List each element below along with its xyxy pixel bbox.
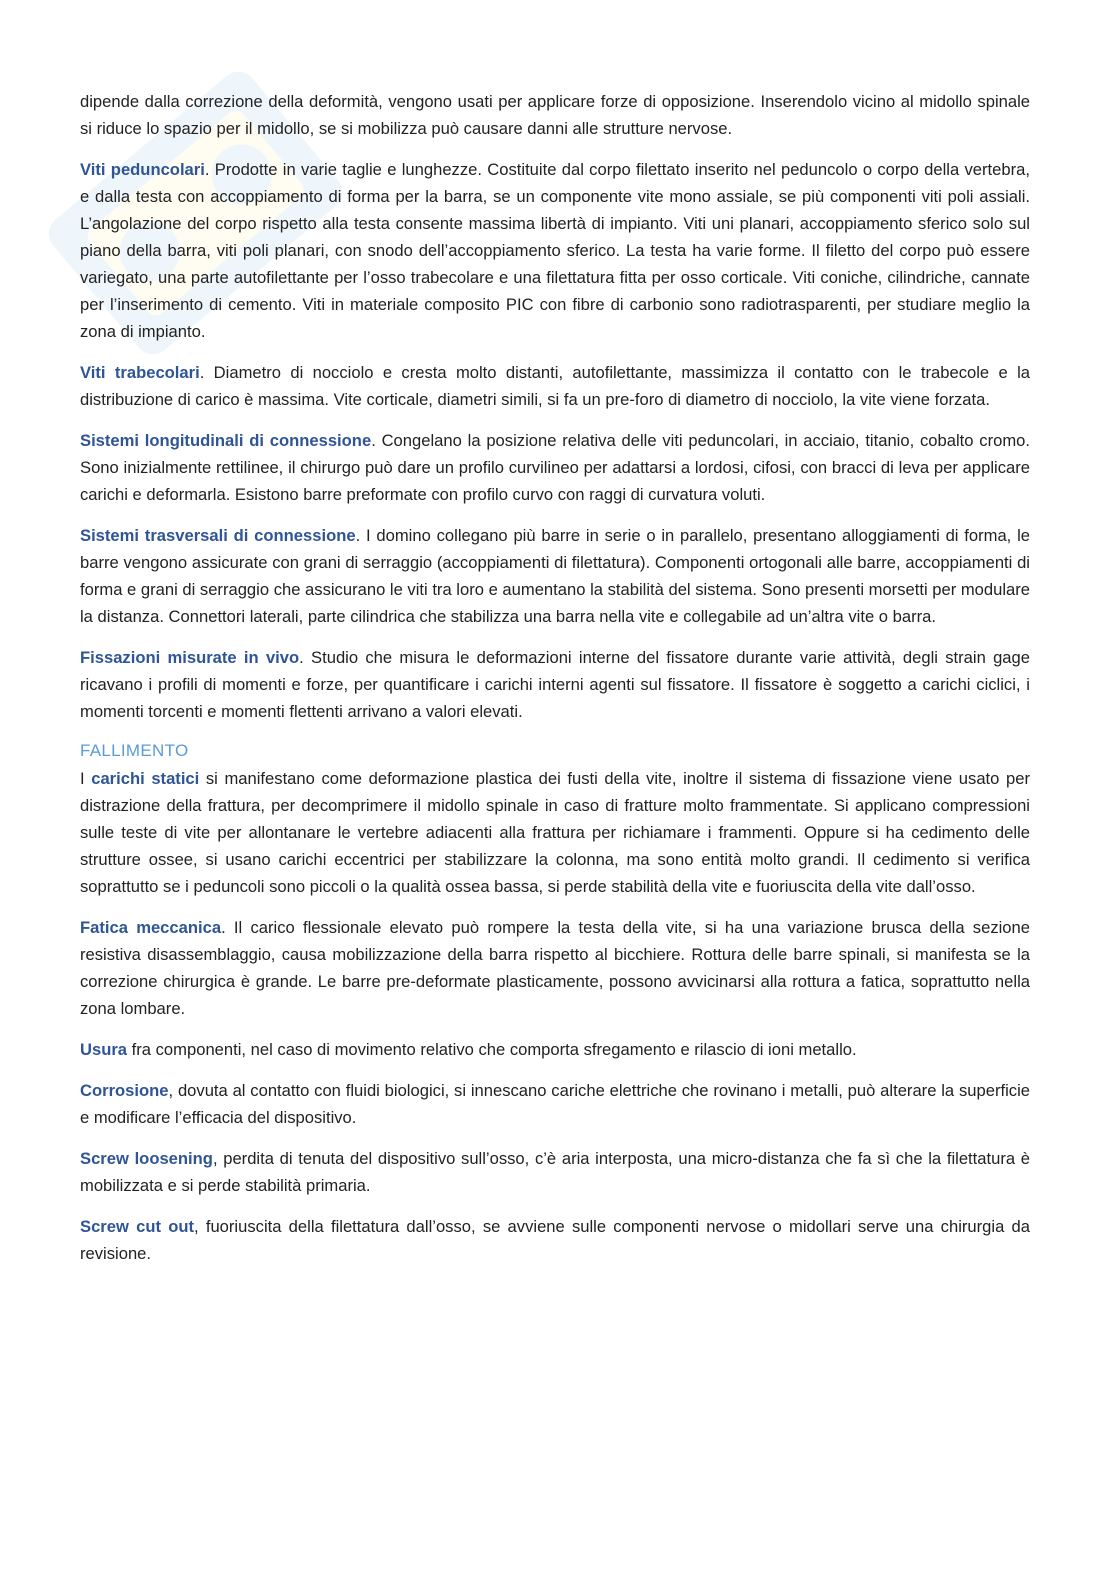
failure-carichi-statici xyxy=(80,765,1030,900)
term-corrosione: Corrosione xyxy=(80,1081,169,1100)
failure-text: . Il carico flessionale elevato può rompere la testa della vite, si ha una variazione brusca della sezione resistiva disassemblaggio, causa mobilizzazione della barra rispetto al bicchiere. Rottura delle barre spinali, si manifesta se la correzione chirurgica è grande. Le barre pre-deformate plasticamente, possono avvicinarsi alla rottura a fatica, soprattutto nella zona lombare. xyxy=(80,918,1030,1018)
section-sistemi-longitudinali xyxy=(80,427,1030,508)
section-fissazioni-in-vivo xyxy=(80,644,1030,725)
section-text: . Congelano la posizione relativa delle viti peduncolari, in acciaio, titanio, cobalto cromo. Sono inizialmente rettilinee, il chirurgo può dare un profilo curvilineo per adattarsi a lordosi, cifosi, con bracci di leva per applicare carichi e deformarla. Esistono barre preformate con profilo curvo con raggi di curvatura voluti. xyxy=(80,431,1030,504)
failure-usura xyxy=(80,1036,1030,1063)
failure-corrosione xyxy=(80,1077,1030,1131)
failure-text: , dovuta al contatto con fluidi biologici, si innescano cariche elettriche che rovinano i metalli, può alterare la superficie e modificare l’efficacia del dispositivo. xyxy=(80,1081,1030,1127)
section-sistemi-trasversali xyxy=(80,522,1030,630)
section-text: . Diametro di nocciolo e cresta molto distanti, autofilettante, massimizza il contatto con le trabecole e la distribuzione di carico è massima. Vite corticale, diametri simili, si fa un pre-foro di diametro di nocciolo, la vite viene forzata. xyxy=(80,363,1030,409)
term-screw-cut-out: Screw cut out xyxy=(80,1217,195,1236)
term-sistemi-trasversali: Sistemi trasversali di connessione xyxy=(80,526,356,545)
failure-screw-loosening xyxy=(80,1145,1030,1199)
term-fissazioni-in-vivo: Fissazioni misurate in vivo xyxy=(80,648,300,667)
failure-text: , fuoriuscita della filettatura dall’osso, se avviene sulle componenti nervose o midollari serve una chirurgia da revisione. xyxy=(80,1217,1030,1263)
document-page xyxy=(80,88,1030,1281)
section-text: . Prodotte in varie taglie e lunghezze. Costituite dal corpo filettato inserito nel peduncolo o corpo della vertebra, e dalla testa con accoppiamento di forma per la barra, se un componente vite mono assiale, se più componenti viti poli assiali. L’angolazione del corpo rispetto alla testa consente massima libertà di impianto. Viti uni planari, accoppiamento sferico solo sul piano della barra, viti poli planari, con snodo dell’accoppiamento sferico. La testa ha varie forme. Il filetto del corpo può essere variegato, una parte autofilettante per l’osso trabecolare e una filettatura fitta per osso corticale. Viti coniche, cilindriche, cannate per l’inserimento di cemento. Viti in materiale composito PIC con fibre di carbonio sono radiotrasparenti, per studiare meglio la zona di impianto. xyxy=(80,160,1030,341)
intro-paragraph xyxy=(80,88,1030,142)
intro-text: dipende dalla correzione della deformità, vengono usati per applicare forze di opposizione. Inserendolo vicino al midollo spinale si riduce lo spazio per il midollo, se si mobilizza può causare danni alle strutture nervose. xyxy=(80,92,1030,138)
failure-text: fra componenti, nel caso di movimento relativo che comporta sfregamento e rilascio di ioni metallo. xyxy=(127,1040,857,1059)
term-viti-peduncolari: Viti peduncolari xyxy=(80,160,205,179)
term-usura: Usura xyxy=(80,1040,128,1059)
term-sistemi-longitudinali: Sistemi longitudinali di connessione xyxy=(80,431,372,450)
term-viti-trabecolari: Viti trabecolari xyxy=(80,363,200,382)
failure-text: , perdita di tenuta del dispositivo sull’osso, c’è aria interposta, una micro-distanza che fa sì che la filettatura è mobilizzata e si perde stabilità primaria. xyxy=(80,1149,1030,1195)
term-carichi-statici: carichi statici xyxy=(91,769,200,788)
heading-fallimento: FALLIMENTO xyxy=(80,741,189,760)
section-viti-trabecolari xyxy=(80,359,1030,413)
failure-text: si manifestano come deformazione plastica dei fusti della vite, inoltre il sistema di fissazione viene usato per distrazione della frattura, per decomprimere il midollo spinale in caso di fratture molto frammentate. Si applicano compressioni sulle teste di vite per allontanare le vertebre adiacenti alla frattura per richiamare i frammenti. Oppure si ha cedimento delle strutture ossee, si usano carichi eccentrici per stabilizzare la colonna, ma sono entità molto grandi. Il cedimento si verifica soprattutto se i peduncoli sono piccoli o la qualità ossea bassa, si perde stabilità della vite e fuoriuscita della vite dall’osso. xyxy=(80,769,1030,896)
section-viti-peduncolari xyxy=(80,156,1030,345)
term-fatica-meccanica: Fatica meccanica xyxy=(80,918,222,937)
term-screw-loosening: Screw loosening xyxy=(80,1149,213,1168)
section-text: . I domino collegano più barre in serie o in parallelo, presentano alloggiamenti di forma, le barre vengono assicurate con grani di serraggio (accoppiamenti di filettatura). Componenti ortogonali alle barre, accoppiamenti di forma e grani di serraggio che assicurano le viti tra loro e aumentano la stabilità del sistema. Sono presenti morsetti per modulare la distanza. Connettori laterali, parte cilindrica che stabilizza una barra nella vite e collegabile ad un’altra vite o barra. xyxy=(80,526,1031,626)
failure-fatica-meccanica xyxy=(80,914,1030,1022)
section-text: . Studio che misura le deformazioni interne del fissatore durante varie attività, degli strain gage ricavano i profili di momenti e forze, per quantificare i carichi interni agenti sul fissatore. Il fissatore è soggetto a carichi ciclici, i momenti torcenti e momenti flettenti arrivano a valori elevati. xyxy=(80,648,1030,721)
failure-prefix: I xyxy=(80,769,92,788)
failure-screw-cut-out xyxy=(80,1213,1030,1267)
